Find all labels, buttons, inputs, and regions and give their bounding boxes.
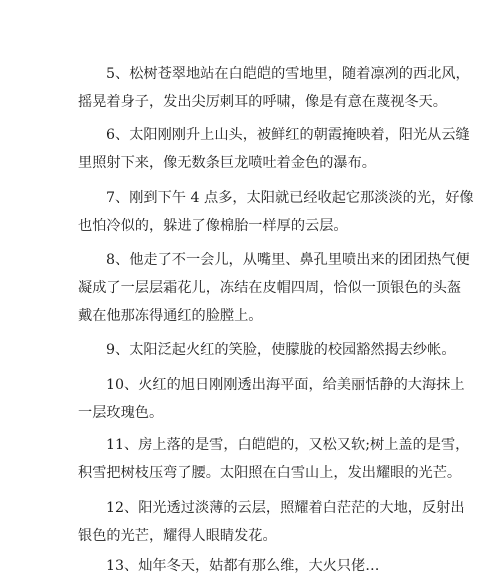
- paragraph-line: 里照射下来，像无数条巨龙喷吐着金色的瀑布。: [78, 155, 376, 171]
- paragraph-9: [78, 336, 456, 364]
- paragraph-line: 一层玫瑰色。: [78, 405, 164, 421]
- paragraph-line: 10、火红的旭日刚刚透出海平面，给美丽恬静的大海抹上: [106, 377, 465, 393]
- paragraph-line: 8、他走了不一会儿，从嘴里、鼻孔里喷出来的团团热气便: [106, 252, 470, 268]
- paragraph-line: 摇晃着身子，发出尖厉刺耳的呼啸，像是有意在蔑视冬天。: [78, 94, 447, 110]
- paragraph-6: [78, 121, 470, 177]
- paragraph-7: [78, 184, 474, 240]
- paragraph-line: 也怕冷似的，躲进了像棉胎一样厚的云层。: [78, 218, 348, 234]
- paragraph-line: 5、松树苍翠地站在白皑皑的雪地里，随着凛冽的西北风，: [106, 66, 470, 82]
- cutoff-line: [78, 552, 430, 582]
- paragraph-5: [78, 60, 470, 116]
- paragraph-line: 银色的光芒，耀得人眼睛发花。: [78, 528, 277, 544]
- paragraph-line: 凝成了一层层霜花儿，冻结在皮帽四周，恰似一顶银色的头盔: [78, 280, 462, 296]
- paragraph-12: [78, 494, 465, 550]
- paragraph-11: [78, 431, 469, 487]
- paragraph-line: 6、太阳刚刚升上山头，被鲜红的朝霞掩映着，阳光从云缝: [106, 127, 470, 143]
- paragraph-line: 11、房上落的是雪，白皑皑的，又松又软;树上盖的是雪，: [106, 437, 470, 453]
- paragraph-8: [78, 246, 470, 330]
- paragraph-line: 7、刚到下午 4 点多，太阳就已经收起它那淡淡的光，好像: [106, 190, 474, 206]
- paragraph-line: 9、太阳泛起火红的笑脸，使朦胧的校园豁然揭去纱帐。: [106, 342, 456, 358]
- paragraph-line: 12、阳光透过淡薄的云层，照耀着白茫茫的大地，反射出: [106, 500, 465, 516]
- paragraph-line: 积雪把树枝压弯了腰。太阳照在白雪山上，发出耀眼的光芒。: [78, 465, 462, 481]
- paragraph-line: 13、灿年冬天，姑都有那么维，大火只佬…: [106, 558, 380, 574]
- paragraph-10: [78, 371, 465, 427]
- paragraph-line: 戴在他那冻得通红的脸膛上。: [78, 308, 263, 324]
